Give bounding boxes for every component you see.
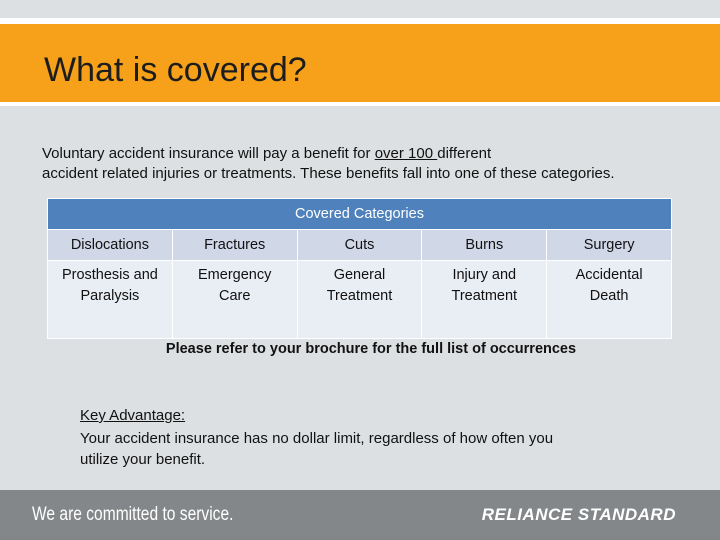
table-cell: Burns [422,230,547,261]
cell-line: Accidental [575,267,643,283]
table-cell [422,261,547,339]
slide-title: What is covered? [44,51,307,89]
table-cell: Dislocations [48,230,173,261]
cell-line: Paralysis [80,288,140,304]
footer-tagline: We are committed to service. [32,504,234,525]
table-cell: Fractures [172,230,297,261]
key-advantage-line-1: Your accident insurance has no dollar limit, regardless of how often you [80,430,554,447]
cell-line: Emergency [198,267,272,283]
cell-line: Treatment [451,288,518,304]
brochure-note: Please refer to your brochure for the full list of occurrences [165,341,577,357]
key-advantage-text [80,428,620,470]
table-cell [172,261,297,339]
covered-categories-table [47,198,672,339]
intro-text-start: Voluntary accident insurance will pay a benefit for [42,145,375,162]
cell-line: General [333,267,386,283]
cell-line: Injury and [452,267,517,283]
table-cell [297,261,422,339]
key-advantage-line-2: utilize your benefit. [80,451,206,468]
intro-paragraph [42,144,692,184]
top-strip [0,0,720,18]
cell-line: Prosthesis and [61,267,158,283]
intro-text-after: different [437,145,492,162]
intro-underlined: over 100 [374,145,438,162]
key-advantage-heading: Key Advantage: [80,407,186,424]
intro-line-2: accident related injuries or treatments. These benefits fall into one of these categories. [42,165,615,182]
table-cell: Cuts [297,230,422,261]
table-cell [48,261,173,339]
cell-line: Death [589,288,629,304]
brand-logo: RELIANCE STANDARD [481,505,676,524]
table-row [48,230,672,261]
table-row [48,261,672,339]
table-header-row [48,199,672,230]
title-band [0,18,720,106]
cell-line: Care [218,288,251,304]
footer-bar [0,490,720,540]
cell-line: Treatment [326,288,393,304]
table-cell: Surgery [547,230,672,261]
table-header: Covered Categories [48,199,672,230]
table-cell [547,261,672,339]
